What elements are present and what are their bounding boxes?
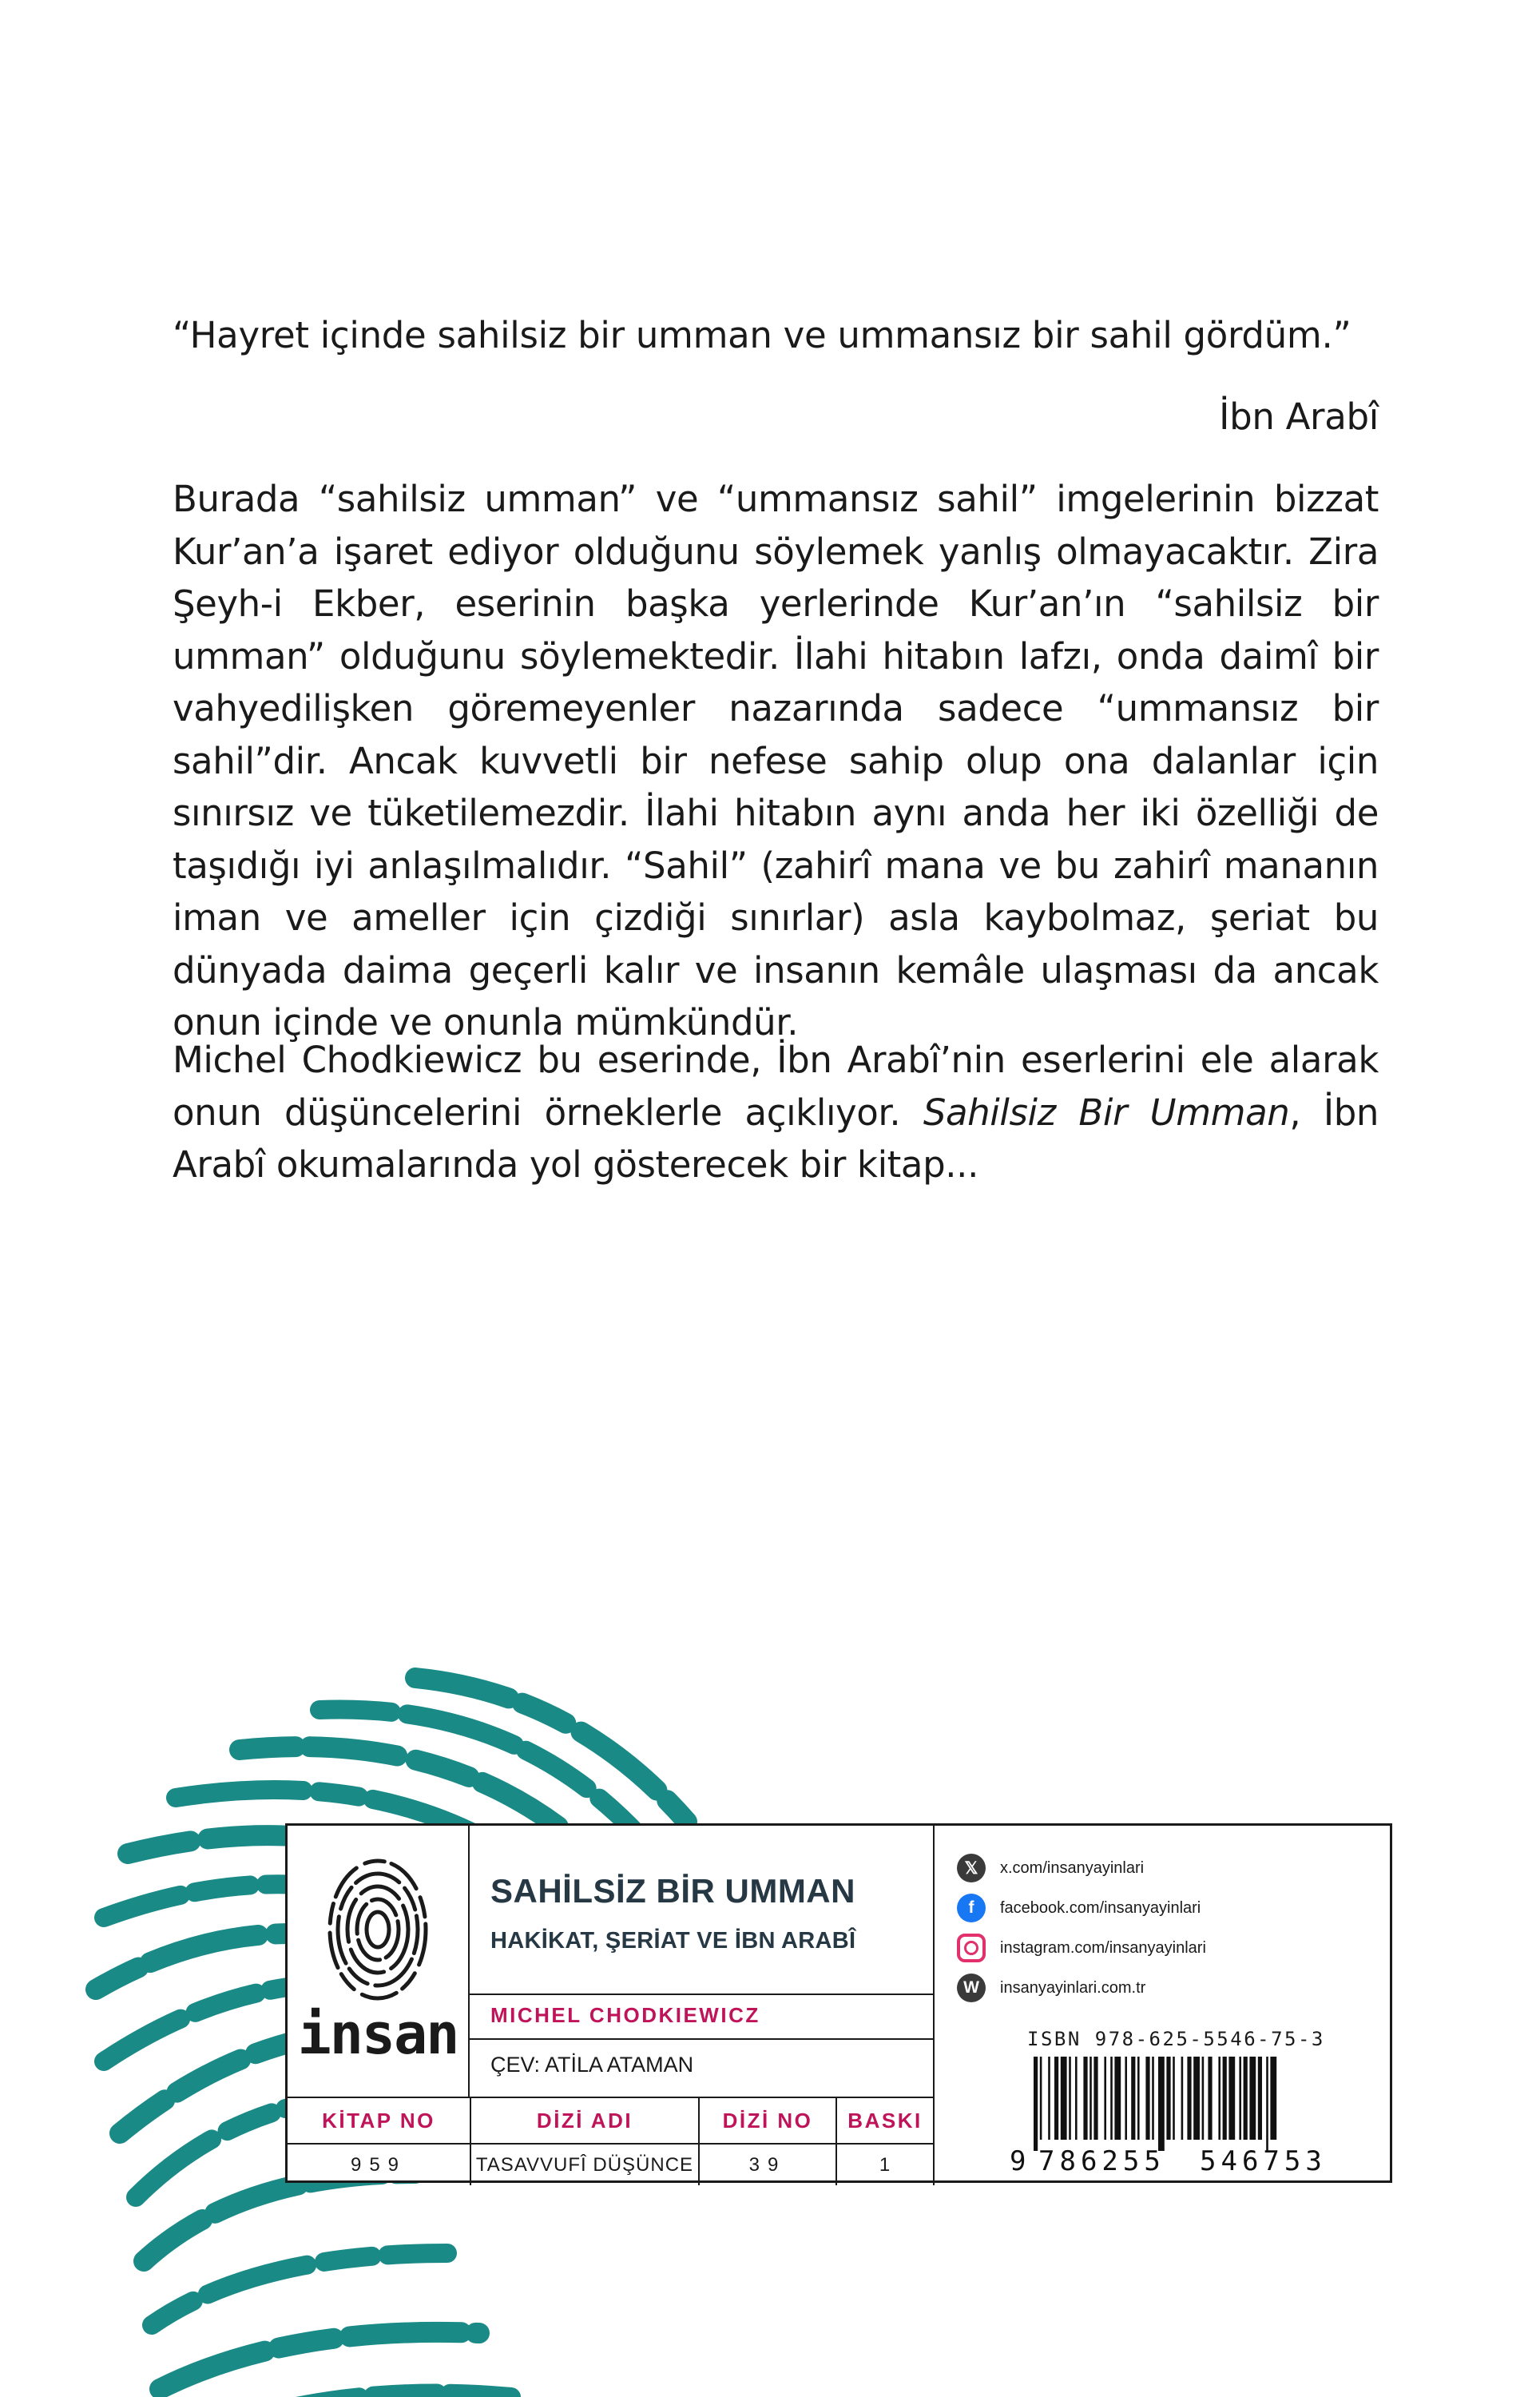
barcode-bar	[1228, 2057, 1235, 2140]
table-row	[288, 2143, 935, 2185]
barcode-bar	[1137, 2057, 1140, 2140]
barcode-graphic	[998, 2057, 1374, 2176]
publisher-logo-text: insan	[297, 2001, 458, 2067]
barcode-bar	[1152, 2057, 1154, 2140]
translator-cell	[470, 2038, 935, 2097]
social-link-text: facebook.com/insanyayinlari	[1000, 1898, 1201, 1917]
table-header-row	[288, 2097, 935, 2143]
isbn-barcode	[998, 2028, 1374, 2180]
social-link-facebook[interactable]	[957, 1888, 1372, 1928]
barcode-bar	[1075, 2057, 1078, 2140]
barcode-bar	[1187, 2057, 1191, 2140]
barcode-bar	[1034, 2057, 1038, 2151]
social-links	[957, 1848, 1372, 2008]
barcode-bar	[1223, 2057, 1227, 2140]
paragraph-2-text-start: Michel Chodkiewicz bu eserinde, İbn Arabî’nin eserlerini ele alarak onun düşüncelerini örneklerle açıklıyor.	[173, 1039, 1379, 1134]
table-cell: TASAVVUFÎ DÜŞÜNCE	[470, 2145, 698, 2185]
barcode-bar	[1158, 2057, 1165, 2151]
barcode-bar	[1090, 2057, 1092, 2140]
barcode-bar	[1110, 2057, 1113, 2140]
barcode-bar	[1193, 2057, 1200, 2140]
title-cell	[470, 1826, 935, 1994]
barcode-bar	[1270, 2057, 1276, 2140]
barcode-bar	[1181, 2057, 1184, 2140]
barcode-bar	[1083, 2057, 1087, 2140]
barcode-bar	[1266, 2057, 1268, 2151]
publisher-logo	[288, 1826, 470, 2097]
instagram-icon	[957, 1934, 986, 1962]
barcode-bar	[1249, 2057, 1256, 2140]
fingerprint-logo-icon	[288, 1842, 468, 2017]
epigraph-quote: “Hayret içinde sahilsiz bir umman ve ummansız bir sahil gördüm.”	[173, 314, 1351, 356]
barcode-bar	[1145, 2057, 1149, 2140]
social-link-text: x.com/insanyayinlari	[1000, 1858, 1145, 1877]
barcode-bar	[1131, 2057, 1135, 2140]
barcode-bar	[1166, 2057, 1170, 2140]
table-header-cell: DİZİ NO	[698, 2098, 835, 2143]
isbn-label: ISBN 978-625-5546-75-3	[1027, 2028, 1325, 2050]
barcode-digit-first: 9	[1010, 2145, 1026, 2176]
barcode-digits-left: 786255	[1038, 2145, 1165, 2176]
table-cell: 959	[350, 2153, 407, 2176]
description-paragraph-2	[173, 1034, 1379, 1191]
barcode-bar	[1208, 2057, 1212, 2140]
facebook-icon: f	[957, 1894, 986, 1922]
barcode-bar	[1218, 2057, 1220, 2140]
barcode-bar	[1104, 2057, 1106, 2140]
social-link-x[interactable]	[957, 1848, 1372, 1888]
barcode-bar	[1048, 2057, 1050, 2140]
barcode-bar	[1093, 2057, 1097, 2140]
table-header-cell: DİZİ ADI	[470, 2098, 698, 2143]
book-title-italic: Sahilsiz Bir Umman	[923, 1091, 1290, 1134]
barcode-bar	[1244, 2057, 1248, 2140]
barcode-bar	[1202, 2057, 1205, 2140]
barcode-bar	[1069, 2057, 1071, 2140]
barcode-digits-right: 546753	[1200, 2145, 1327, 2176]
barcode-bar	[1114, 2057, 1121, 2140]
social-link-text: insanyayinlari.com.tr	[1000, 1978, 1146, 1997]
x-icon: 𝕏	[957, 1854, 986, 1882]
barcode-bar	[1054, 2057, 1058, 2140]
book-subtitle: HAKİKAT, ŞERİAT VE İBN ARABÎ	[490, 1928, 856, 1954]
description-paragraph-1: Burada “sahilsiz umman” ve “ummansız sahil” imgelerinin bizzat Kur’an’a işaret ediyor olduğunu söylemek yanlış olmayacaktır. Zira Şeyh-i Ekber, eserinin başka yerlerinde Kur’an’ın “sahilsiz bir umman” olduğunu söylemektedir. İlahi hitabın lafzı, onda daimî bir vahyedilişken göremeyenler nazarında sadece “ummansız bir sahil”dir. Ancak kuvvetli bir nefese sahip olup ona dalanlar için sınırsız ve tüketilemezdir. İlahi hitabın aynı anda her iki özelliği de taşıdığı iyi anlaşılmalıdır. “Sahil” (zahirî mana ve bu zahirî mananın iman ve ameller için çizdiği sınırlar) asla kaybolmaz, şeriat bu dünyada daima geçerli kalır ve insanın kemâle ulaşması da ancak onun içinde ve onunla mümkündür.	[173, 478, 1379, 1043]
web-icon: W	[957, 1974, 986, 2002]
book-author: MICHEL CHODKIEWICZ	[490, 2003, 760, 2027]
social-link-web[interactable]	[957, 1968, 1372, 2008]
table-header-cell: BASKI	[835, 2098, 933, 2143]
paragraph-2-text-end: , İbn Arabî okumalarında yol gösterecek bir kitap...	[173, 1091, 1379, 1186]
barcode-bar	[1258, 2057, 1262, 2140]
book-info-box	[285, 1823, 1392, 2183]
epigraph-author: İbn Arabî	[1219, 396, 1379, 438]
barcode-bar	[1040, 2057, 1042, 2140]
barcode-bar	[1061, 2057, 1067, 2140]
barcode-bar	[1125, 2057, 1127, 2140]
table-cell: 1	[835, 2145, 933, 2185]
barcode-bar	[1173, 2057, 1175, 2140]
social-link-instagram[interactable]	[957, 1928, 1372, 1968]
book-translator: ÇEV: ATİLA ATAMAN	[490, 2053, 694, 2077]
table-cell: 39	[698, 2145, 835, 2185]
barcode-bar	[1239, 2057, 1241, 2140]
book-title: SAHİLSİZ BİR UMMAN	[490, 1872, 855, 1910]
table-header-cell: KİTAP NO	[322, 2108, 435, 2133]
social-link-text: instagram.com/insanyayinlari	[1000, 1938, 1206, 1957]
author-cell	[470, 1994, 935, 2038]
